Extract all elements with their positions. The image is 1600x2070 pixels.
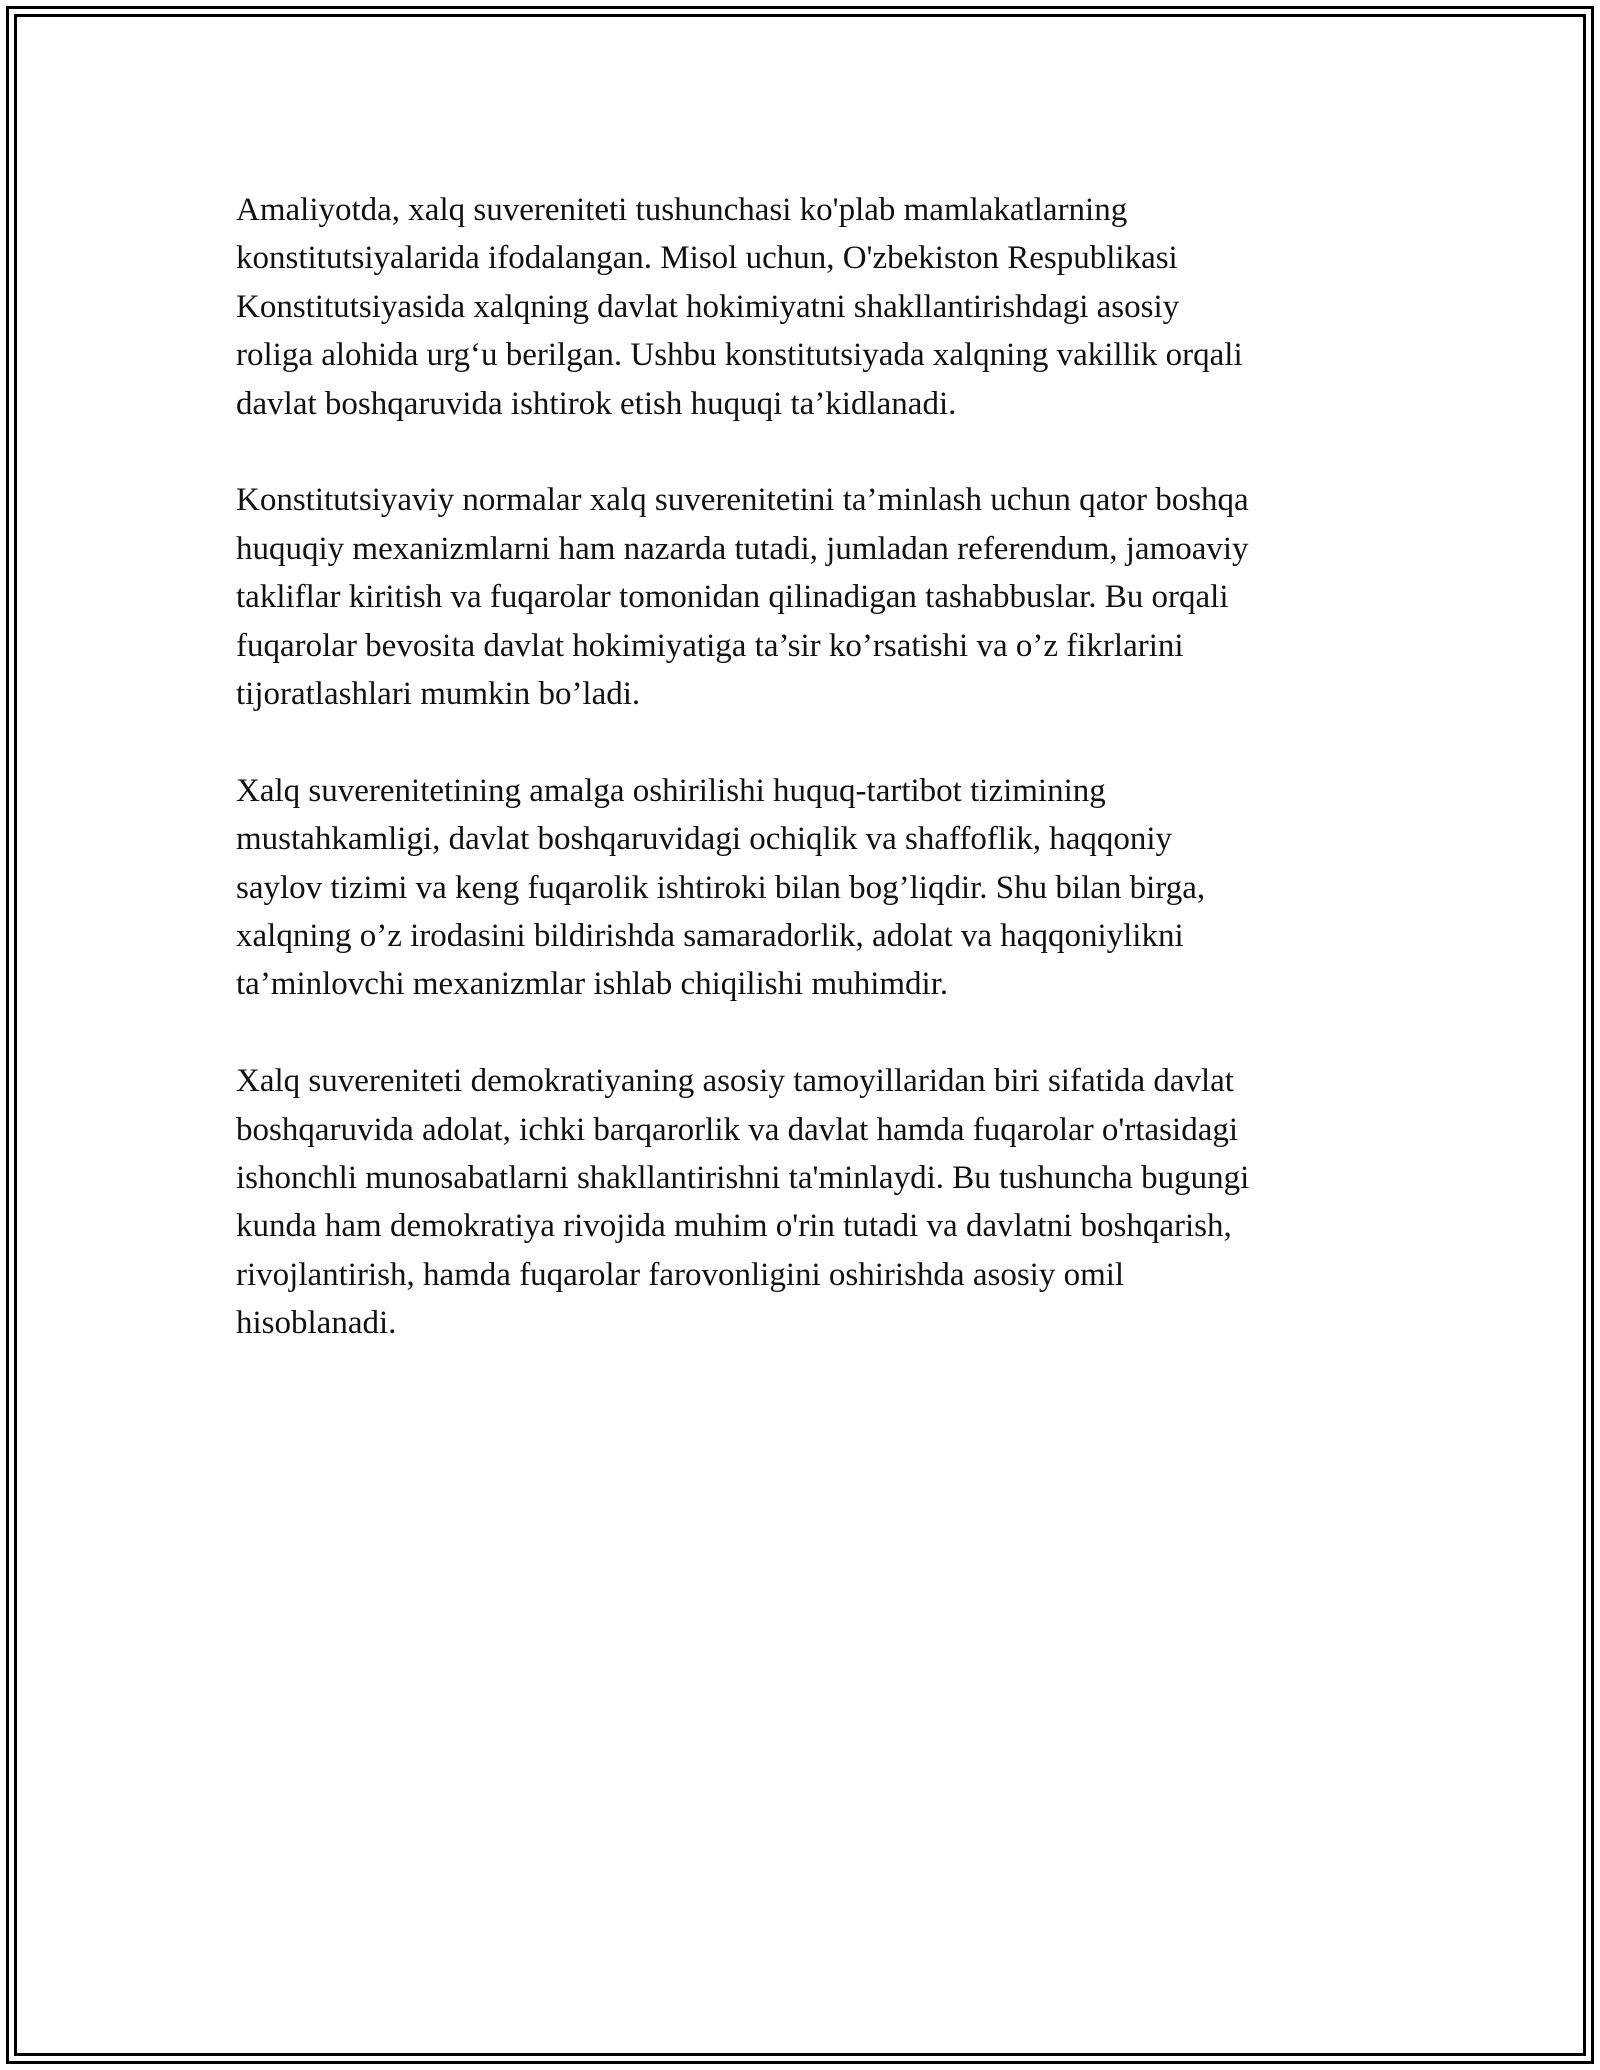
text-line: konstitutsiyalarida ifodalangan. Misol uchun, O'zbekiston Respublikasi	[236, 240, 1178, 277]
text-line: Konstitutsiyaviy normalar xalq suverenitetini ta’minlash uchun qator boshqa	[236, 482, 1249, 519]
text-line: ishonchli munosabatlarni shakllantirishni ta'minlaydi. Bu tushuncha bugungi	[236, 1160, 1250, 1197]
text-line: saylov tizimi va keng fuqarolik ishtiroki bilan bog’liqdir. Shu bilan birga,	[236, 869, 1206, 906]
text-line: hisoblanadi.	[236, 1305, 397, 1342]
text-line: takliflar kiritish va fuqarolar tomonidan qilinadigan tashabbuslar. Bu orqali	[236, 579, 1229, 616]
text-line: Konstitutsiyasida xalqning davlat hokimiyatni shakllantirishdagi asosiy	[236, 288, 1180, 325]
text-line: huquqiy mexanizmlarni ham nazarda tutadi, jumladan referendum, jamoaviy	[236, 530, 1249, 567]
text-line: fuqarolar bevosita davlat hokimiyatiga ta’sir ko’rsatishi va o’z fikrlarini	[236, 627, 1184, 664]
text-line: boshqaruvida adolat, ichki barqarorlik va davlat hamda fuqarolar o'rtasidagi	[236, 1111, 1239, 1148]
text-line: Xalq suvereniteti demokratiyaning asosiy tamoyillaridan biri sifatida davlat	[236, 1063, 1234, 1100]
text-line: xalqning o’z irodasini bildirishda samaradorlik, adolat va haqqoniylikni	[236, 918, 1184, 955]
paragraph-3	[236, 767, 1372, 1009]
text-line: ta’minlovchi mexanizmlar ishlab chiqilishi muhimdir.	[236, 966, 949, 1003]
text-line: Amaliyotda, xalq suvereniteti tushunchasi ko'plab mamlakatlarning	[236, 192, 1128, 228]
text-line: mustahkamligi, davlat boshqaruvidagi ochiqlik va shaffoflik, haqqoniy	[236, 821, 1173, 858]
text-line: kunda ham demokratiya rivojida muhim o'rin tutadi va davlatni boshqarish,	[236, 1208, 1232, 1245]
text-line: rivojlantirish, hamda fuqarolar farovonligini oshirishda asosiy omil	[236, 1256, 1125, 1293]
text-line: tijoratlashlari mumkin bo’ladi.	[236, 676, 641, 713]
text-line: davlat boshqaruvida ishtirok etish huquqi ta’kidlanadi.	[236, 385, 957, 422]
text-line: Xalq suverenitetining amalga oshirilishi huquq-tartibot tizimining	[236, 772, 1106, 809]
paragraph-2	[236, 476, 1372, 718]
paragraph-4	[236, 1057, 1372, 1347]
paragraph-1	[236, 186, 1372, 428]
text-line: roliga alohida urg‘u berilgan. Ushbu konstitutsiyada xalqning vakillik orqali	[236, 337, 1243, 374]
document-body	[236, 186, 1372, 1396]
